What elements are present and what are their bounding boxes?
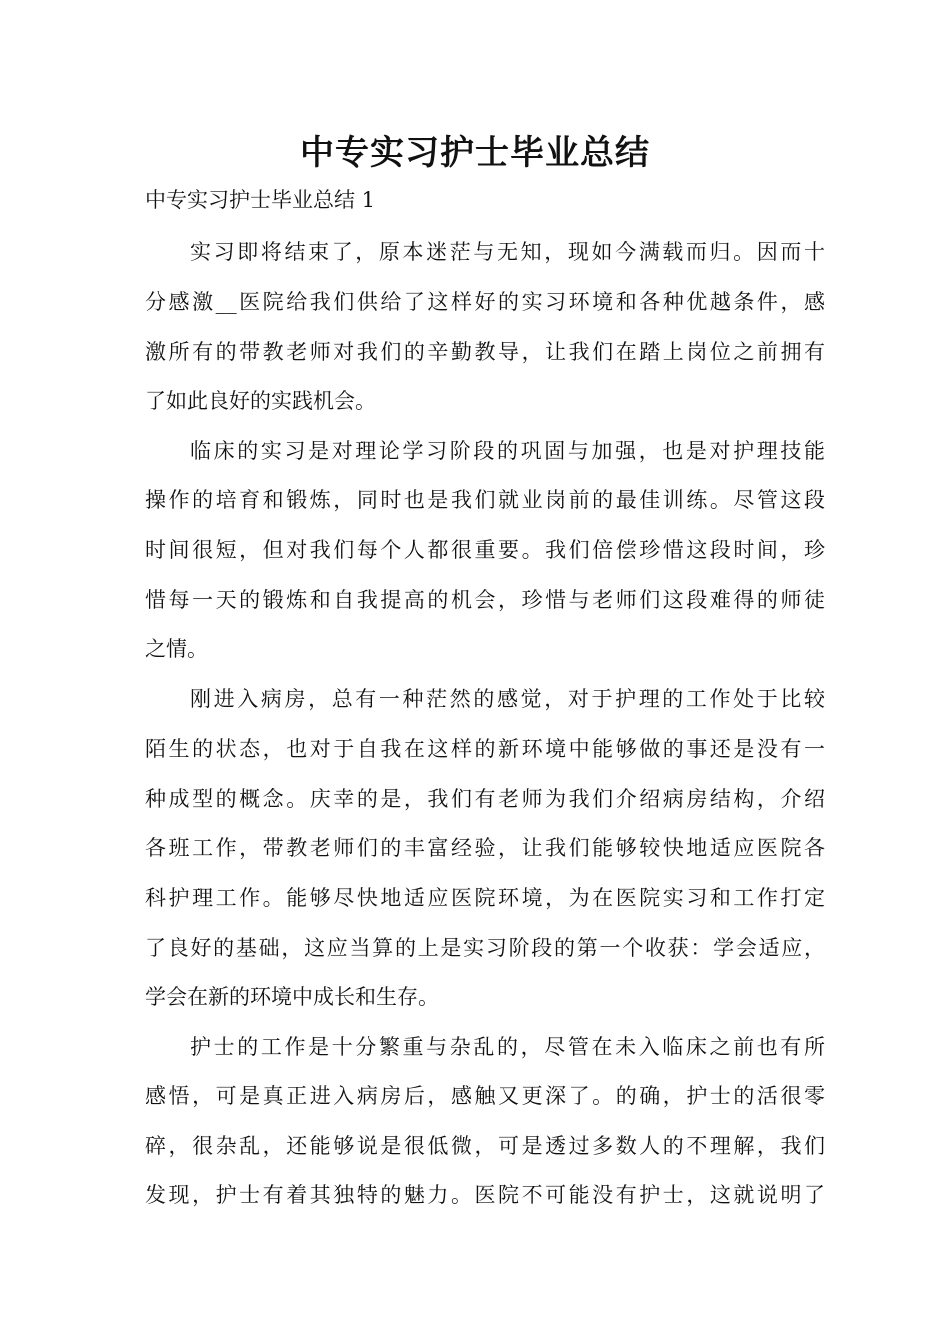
paragraph-line: 科护理工作。能够尽快地适应医院环境，为在医院实习和工作打定: [145, 886, 825, 910]
paragraph-line: 分感激__医院给我们供给了这样好的实习环境和各种优越条件，感: [145, 290, 825, 314]
paragraph-line: 种成型的概念。庆幸的是，我们有老师为我们介绍病房结构，介绍: [145, 787, 825, 811]
paragraph-line: 操作的培育和锻炼，同时也是我们就业岗前的最佳训练。尽管这段: [145, 488, 825, 512]
paragraph-line: 陌生的状态，也对于自我在这样的新环境中能够做的事还是没有一: [145, 737, 825, 761]
paragraph-line: 之情。: [145, 637, 208, 661]
paragraph-line: 实习即将结束了，原本迷茫与无知，现如今满载而归。因而十: [190, 240, 825, 264]
paragraph-line: 碎，很杂乱，还能够说是很低微，可是透过多数人的不理解，我们: [145, 1134, 825, 1158]
paragraph-line: 学会在新的环境中成长和生存。: [145, 985, 439, 1009]
paragraph-line: 激所有的带教老师对我们的辛勤教导，让我们在踏上岗位之前拥有: [145, 340, 825, 364]
paragraph-line: 惜每一天的锻炼和自我提高的机会，珍惜与老师们这段难得的师徒: [145, 588, 825, 612]
paragraph-line: 发现，护士有着其独特的魅力。医院不可能没有护士，这就说明了: [145, 1183, 825, 1207]
paragraph-line: 了良好的基础，这应当算的上是实习阶段的第一个收获：学会适应，: [145, 936, 825, 960]
paragraph-line: 临床的实习是对理论学习阶段的巩固与加强，也是对护理技能: [190, 439, 825, 463]
document-subtitle: 中专实习护士毕业总结 1: [145, 188, 376, 212]
document-title: 中专实习护士毕业总结: [300, 133, 650, 173]
paragraph-line: 时间很短，但对我们每个人都很重要。我们倍偿珍惜这段时间，珍: [145, 538, 825, 562]
paragraph-line: 各班工作，带教老师们的丰富经验，让我们能够较快地适应医院各: [145, 836, 825, 860]
paragraph-line: 感悟，可是真正进入病房后，感触又更深了。的确，护士的活很零: [145, 1084, 825, 1108]
paragraph-line: 了如此良好的实践机会。: [145, 389, 376, 413]
paragraph-line: 护士的工作是十分繁重与杂乱的，尽管在未入临床之前也有所: [190, 1035, 825, 1059]
paragraph-line: 刚进入病房，总有一种茫然的感觉，对于护理的工作处于比较: [190, 687, 825, 711]
